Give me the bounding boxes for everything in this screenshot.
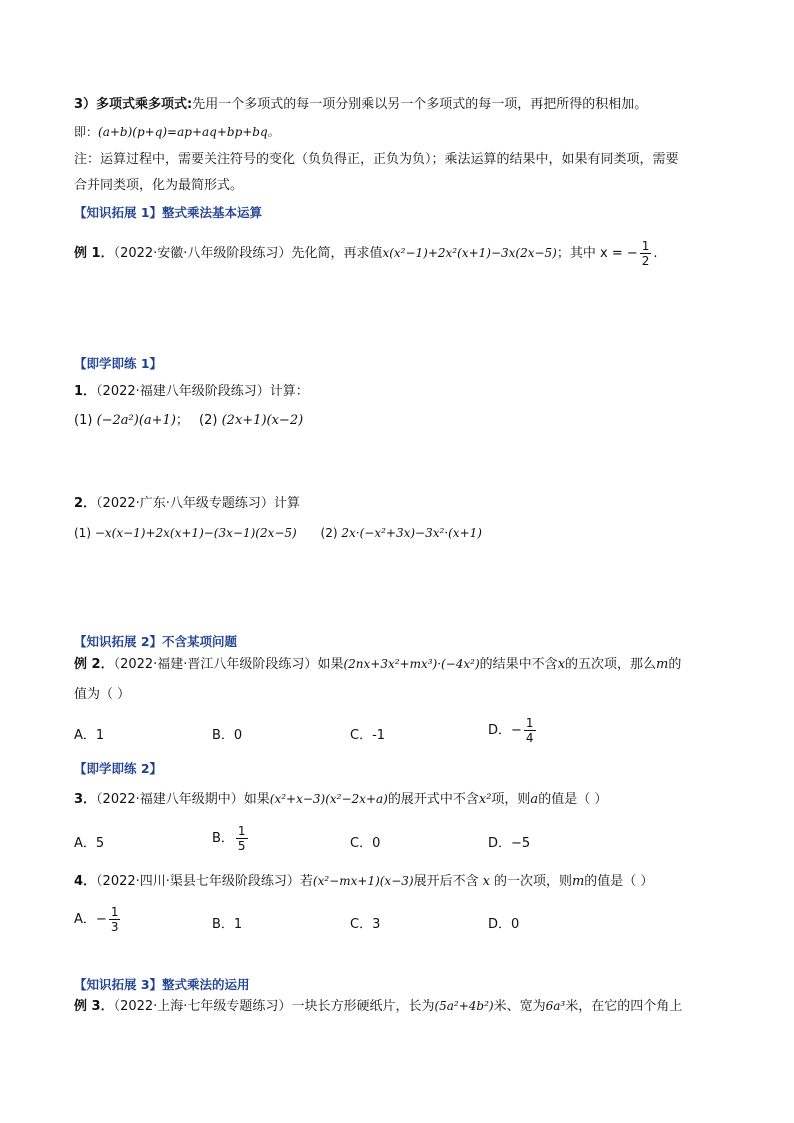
q3-end: 的值是（ ） [538, 792, 608, 807]
ex2-option-d-fraction [524, 716, 536, 745]
q3-option-b-label: B． [212, 831, 234, 846]
q4-mid2: 的一次项，则 [493, 874, 572, 889]
q3-var: a [530, 792, 539, 807]
example2-source: （2022·福建·晋江八年级阶段练习） [113, 657, 318, 672]
q1-source: （2022·福建八年级阶段练习） [96, 384, 270, 399]
ext1-example [74, 237, 658, 270]
section3-note-line1 [74, 151, 679, 169]
q1-parts [74, 412, 303, 430]
example1-end: . [653, 246, 658, 261]
example2-end: 的 [668, 657, 682, 672]
q4-pre: 若 [299, 874, 313, 889]
example3-end: 米，在它的四个角上 [565, 999, 683, 1014]
q3-label: 3． [74, 792, 97, 807]
formula-label: 即： [74, 125, 99, 139]
fraction-numerator: 1 [641, 239, 650, 253]
q1-text: 计算： [269, 384, 309, 399]
example2-mid2: 的五次项，那么 [565, 657, 657, 672]
q4-option-a[interactable] [74, 905, 122, 934]
q3-expr: (x²+x−3)(x²−2x+a) [269, 792, 388, 806]
example1-fraction [640, 239, 652, 268]
example3-mid: 米、宽为 [493, 999, 546, 1014]
q4-var2: m [571, 874, 585, 889]
example3-expr2: 6a³ [545, 999, 566, 1013]
q2-part2-label: (2) [320, 526, 338, 540]
q2-source: （2022·广东·八年级专题练习） [96, 496, 274, 511]
ex2-optd-denominator: 4 [525, 731, 534, 745]
ex2-option-d-label: D． [488, 723, 512, 738]
ext3-example [74, 997, 682, 1016]
ex2-optd-numerator: 1 [525, 716, 534, 730]
q4-end: 的值是（ ） [584, 874, 654, 889]
ext2-example-line1 [74, 655, 681, 674]
q4-opta-numerator: 1 [110, 905, 119, 919]
example3-expr: (5a²+4b²) [434, 999, 494, 1013]
q2-line [74, 495, 300, 513]
q4-option-a-fraction [109, 905, 121, 934]
q1-part2-expr: (2x+1)(x−2) [221, 413, 304, 428]
example2-var-x: x [557, 657, 566, 672]
q4-line [74, 872, 653, 891]
example1-expr: x(x²−1)+2x²(x+1)−3x(2x−5) [382, 246, 557, 260]
q2-part1-expr: −x(x−1)+2x(x+1)−(3x−1)(2x−5) [94, 526, 297, 540]
q1-label: 1． [74, 384, 97, 399]
example1-text: 先化简，再求值 [291, 246, 383, 261]
q3-option-a[interactable]: A．5 [74, 836, 105, 851]
example3-pre: 一块长方形硬纸片，长为 [291, 999, 435, 1014]
ex2-option-b[interactable]: B．0 [212, 728, 243, 743]
section3-formula-line [74, 123, 280, 141]
section3-title: 3）多项式乘多项式: [74, 97, 193, 112]
q1-sep: ； [175, 413, 189, 428]
q4-mid: 展开后不含 [413, 874, 479, 889]
example2-var-m: m [656, 657, 669, 672]
q1-part1-expr: (−2a²)(a+1) [96, 413, 176, 428]
example3-label: 例 3． [74, 999, 114, 1014]
q3-option-d[interactable]: D．−5 [488, 836, 531, 851]
q4-source: （2022·四川·渠县七年级阶段练习） [96, 874, 300, 889]
section3-note-line2 [74, 177, 243, 195]
ex2-option-c[interactable]: C．-1 [350, 728, 386, 743]
q4-var: x [482, 874, 490, 889]
q4-option-c[interactable]: C．3 [350, 917, 381, 932]
ext1-heading: 【知识拓展 1】整式乘法基本运算 [74, 205, 263, 220]
q4-option-a-sign: − [95, 912, 107, 927]
q2-part1-label: (1) [74, 526, 91, 540]
ex2-option-d-sign: − [511, 723, 522, 738]
q4-label: 4． [74, 874, 97, 889]
example2-mid: 的结果中不含 [479, 657, 558, 672]
example2-label: 例 2． [74, 657, 114, 672]
q4-expr: (x²−mx+1)(x−3) [312, 874, 414, 888]
q3-line [74, 790, 607, 809]
q1-part2-label: (2) [199, 413, 218, 428]
q3-source: （2022·福建八年级期中） [96, 792, 244, 807]
ex2-option-d[interactable] [488, 716, 538, 745]
q4-option-a-label: A． [74, 912, 96, 927]
ex2-option-a[interactable]: A．1 [74, 728, 105, 743]
q2-text: 计算 [273, 496, 300, 511]
fraction-denominator: 2 [641, 254, 650, 268]
q4-option-b[interactable]: B．1 [212, 917, 243, 932]
example1-source: （2022·安徽·八年级阶段练习） [113, 246, 292, 261]
q3-pre: 如果 [243, 792, 270, 807]
q3-optb-numerator: 1 [237, 824, 246, 838]
q3-option-b[interactable] [212, 824, 250, 853]
q3-term: x² [478, 792, 492, 807]
formula: (a+b)(p+q)=ap+aq+bp+bq。 [98, 125, 280, 139]
q1-line [74, 383, 309, 401]
q3-optb-denominator: 5 [237, 839, 246, 853]
q1-part1-label: (1) [74, 413, 93, 428]
ext2-example-line2: 值为（ ） [74, 687, 131, 702]
section3-line1 [74, 96, 647, 114]
ext2-heading: 【知识拓展 2】不含某项问题 [74, 634, 238, 649]
q3-mid: 的展开式中不含 [387, 792, 479, 807]
note-label: 注： [74, 152, 101, 167]
practice2-heading: 【即学即练 2】 [74, 761, 163, 776]
note-text1: 运算过程中，需要关注符号的变化（负负得正，正负为负）；乘法运算的结果中，如果有同类项，需要 [100, 152, 679, 167]
q3-mid2: 项，则 [491, 792, 531, 807]
example2-pre: 如果 [317, 657, 344, 672]
q4-opta-denominator: 3 [110, 920, 119, 934]
q3-option-b-fraction [236, 824, 248, 853]
q4-option-d[interactable]: D．0 [488, 917, 520, 932]
q2-part2-expr: 2x·(−x²+3x)−3x²·(x+1) [341, 526, 482, 540]
section3-text: 先用一个多项式的每一项分别乘以另一个多项式的每一项，再把所得的积相加。 [192, 97, 648, 112]
ext3-heading: 【知识拓展 3】整式乘法的运用 [74, 977, 250, 992]
q3-option-c[interactable]: C．0 [350, 836, 381, 851]
q2-parts [74, 524, 482, 542]
practice1-heading: 【即学即练 1】 [74, 356, 163, 371]
note-text2: 合并同类项，化为最简形式。 [74, 178, 244, 193]
example3-source: （2022·上海·七年级专题练习） [113, 999, 292, 1014]
example1-label: 例 1． [74, 246, 114, 261]
example2-expr: (2nx+3x²+mx³)·(−4x²) [343, 657, 480, 671]
q2-label: 2． [74, 496, 97, 511]
example1-cond: ；其中 x = − [556, 246, 638, 261]
